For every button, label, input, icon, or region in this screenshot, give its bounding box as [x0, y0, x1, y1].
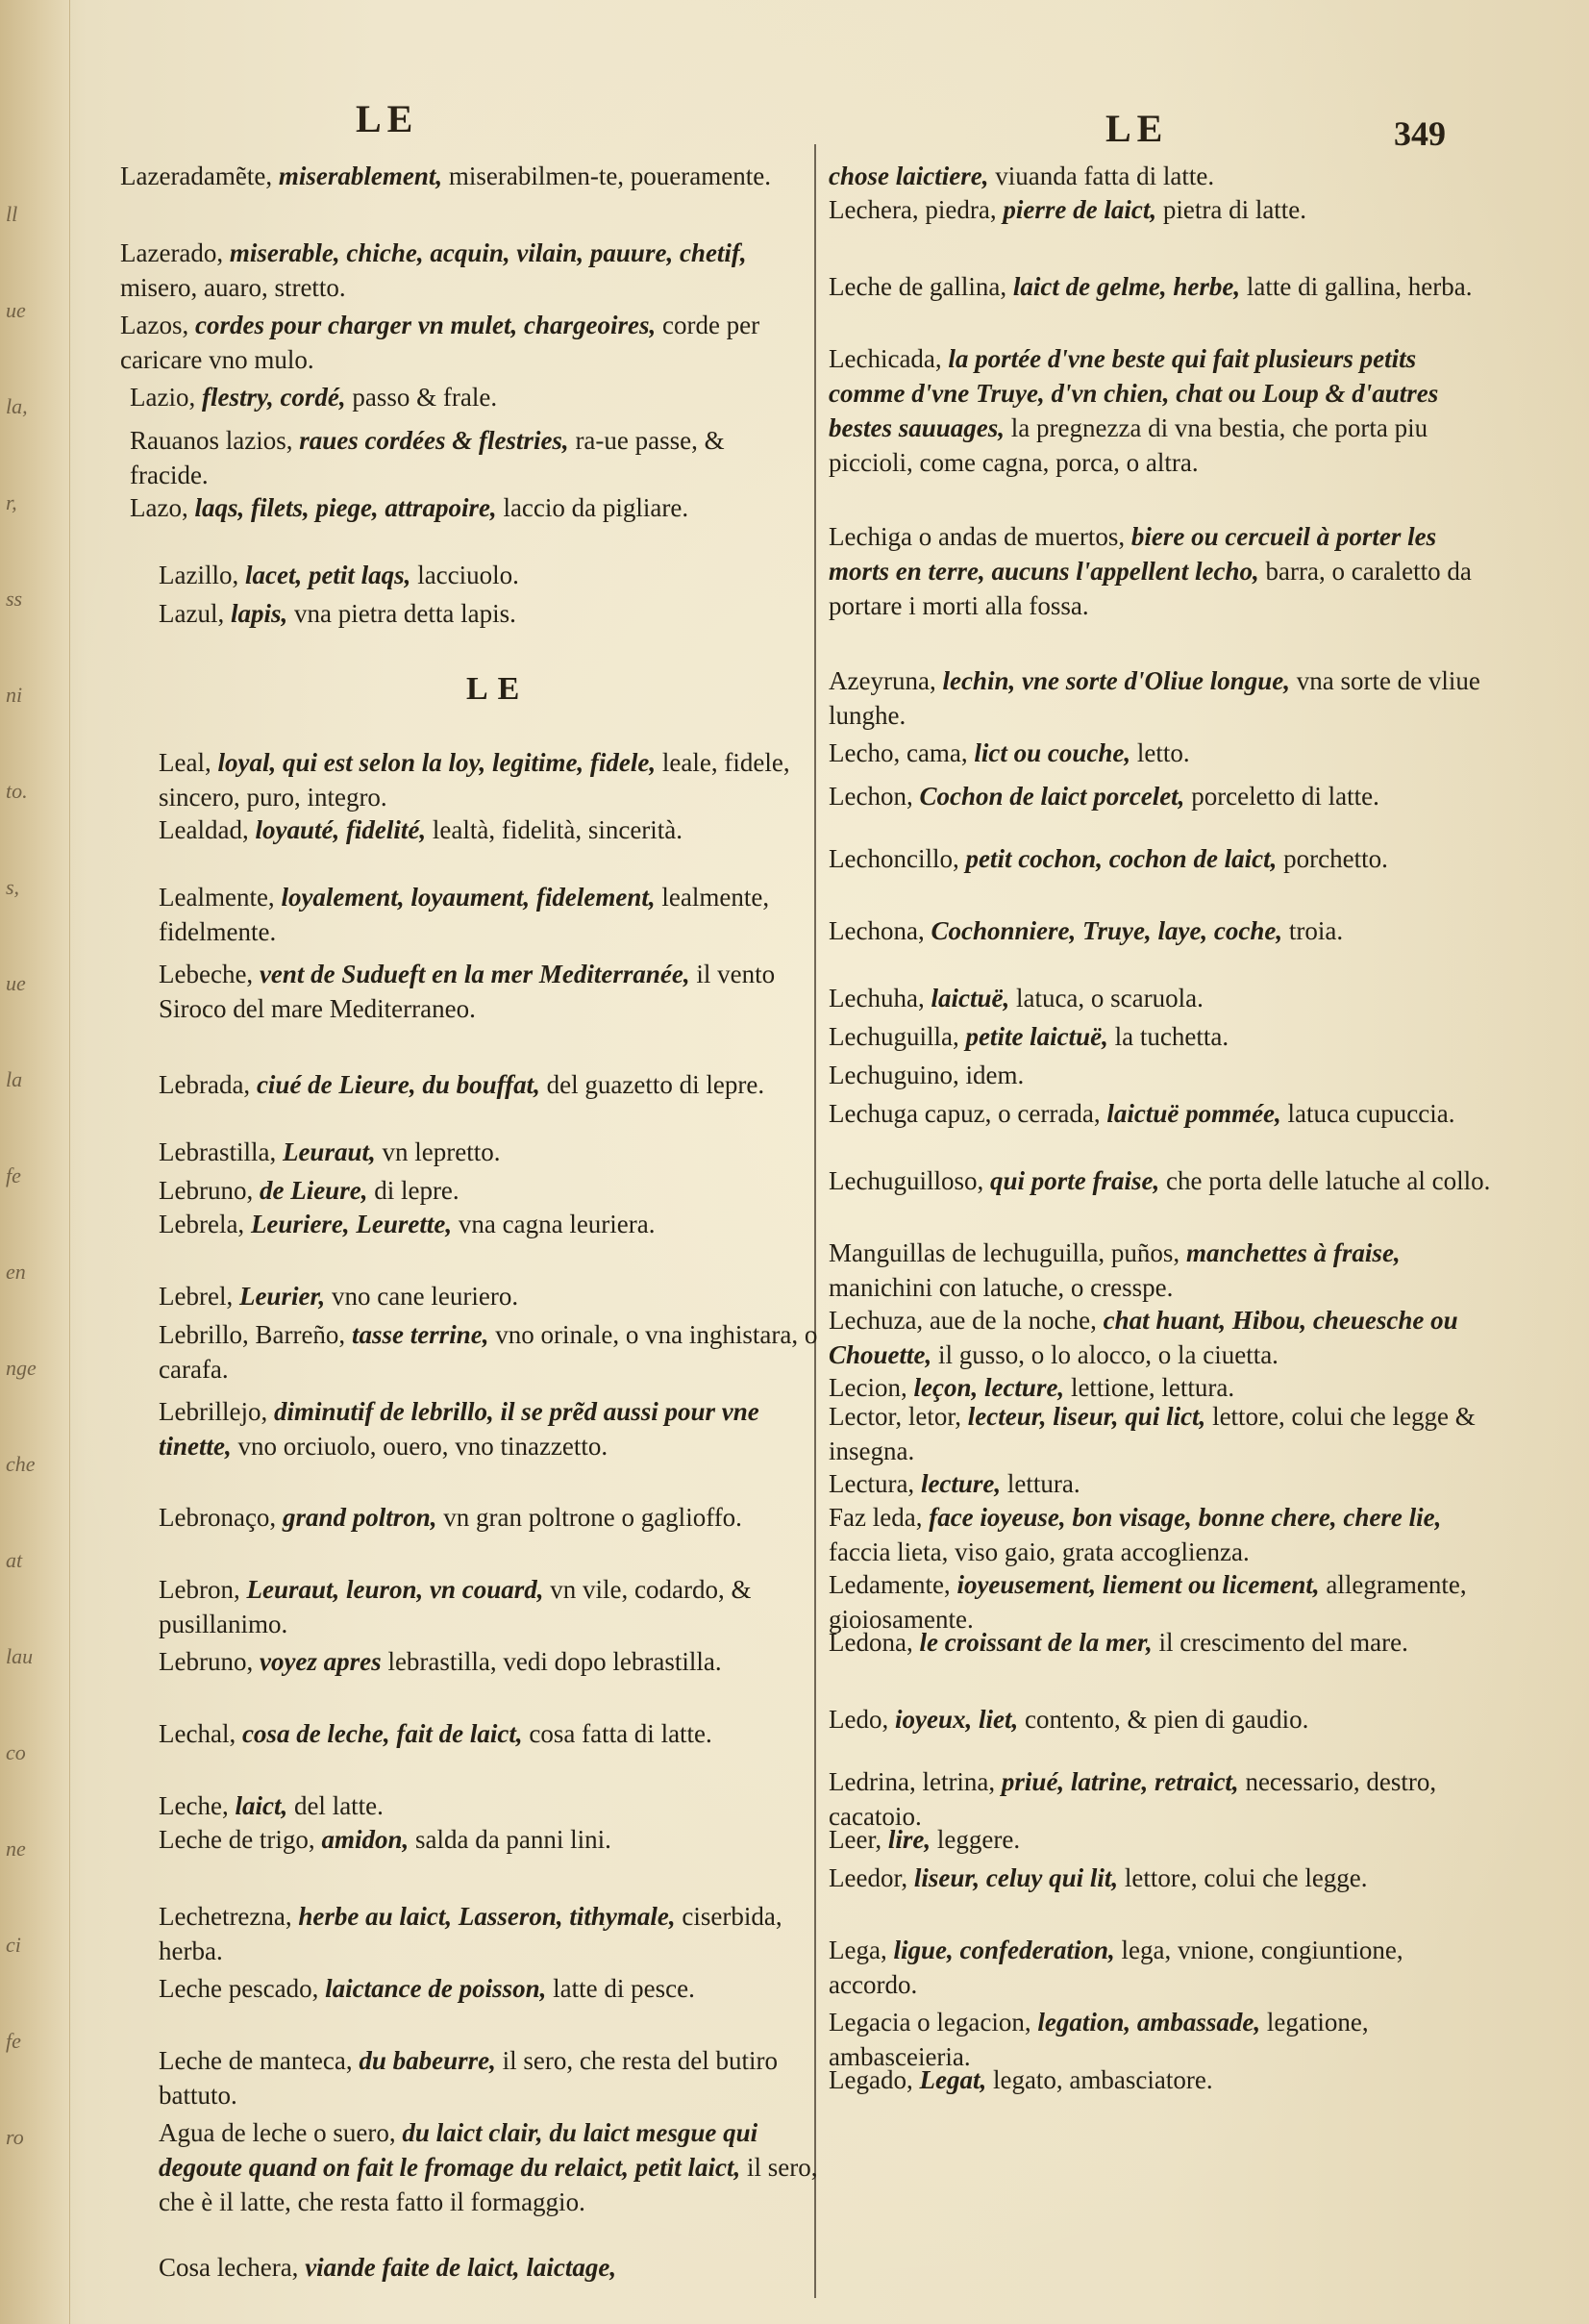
margin-fragment: lau — [6, 1644, 34, 1668]
dictionary-entry — [159, 1394, 822, 1463]
headword: Lechiga o andas de muertos, — [829, 522, 1131, 551]
headword: Lazo, — [130, 493, 195, 522]
margin-fragment: fe — [6, 2029, 21, 2053]
margin-fragment: nge — [6, 1356, 37, 1380]
italian-gloss: latte di gallina, herba. — [1246, 272, 1473, 301]
margin-fragment: la, — [6, 394, 28, 418]
french-gloss: flestry, cordé, — [201, 383, 353, 412]
italian-gloss: pietra di latte. — [1162, 195, 1307, 224]
french-gloss: ciué de Lieure, du bouffat, — [256, 1070, 547, 1099]
french-gloss: ioyeusement, liement ou licement, — [956, 1570, 1327, 1599]
headword: Lechuguilla, — [829, 1022, 966, 1051]
headword: Lechera, piedra, — [829, 195, 1004, 224]
french-gloss: herbe au laict, Lasseron, tithymale, — [298, 1902, 683, 1931]
margin-fragment: fe — [6, 1163, 21, 1187]
headword: Lazul, — [159, 599, 231, 628]
headword: Lazio, — [130, 383, 202, 412]
french-gloss: Cochonniere, Truye, laye, coche, — [931, 916, 1289, 945]
french-gloss: ioyeux, liet, — [894, 1705, 1025, 1734]
italian-gloss: lealtà, fidelità, sincerità. — [432, 815, 683, 844]
french-gloss: pierre de laict, — [1003, 195, 1163, 224]
italian-gloss: necessario, destro, cacatoio. — [829, 1767, 1437, 1831]
dictionary-entry — [159, 1207, 822, 1241]
french-gloss: cordes pour charger vn mulet, chargeoires, — [194, 311, 662, 339]
margin-fragment: at — [6, 1548, 23, 1572]
french-gloss: Cochon de laict porcelet, — [919, 782, 1192, 811]
italian-gloss: contento, & pien di gaudio. — [1024, 1705, 1309, 1734]
italian-gloss: il sero, che resta del butiro battuto. — [159, 2046, 779, 2110]
italian-gloss: idem. — [965, 1061, 1025, 1089]
dictionary-entry — [829, 159, 1492, 193]
headword: Legado, — [829, 2065, 920, 2094]
dictionary-entry — [159, 1644, 822, 1679]
dictionary-entry — [159, 558, 822, 592]
italian-gloss: ciserbida, herba. — [159, 1902, 782, 1965]
headword: Leche, — [159, 1791, 236, 1820]
dictionary-entry — [159, 1971, 822, 2006]
headword: Lazillo, — [159, 561, 245, 589]
italian-gloss: di lepre. — [374, 1176, 459, 1205]
headword: Legacia o legacion, — [829, 2008, 1038, 2037]
dictionary-entry — [829, 1399, 1492, 1468]
italian-gloss: lettura. — [1006, 1469, 1080, 1498]
french-gloss: laictuë, — [931, 984, 1016, 1012]
headword: Leal, — [159, 748, 218, 777]
headword: Lectura, — [829, 1469, 921, 1498]
italian-gloss: leggere. — [936, 1825, 1021, 1854]
dictionary-entry — [829, 1466, 1492, 1501]
italian-gloss: vno orinale, o vna inghistara, o carafa. — [159, 1320, 818, 1384]
french-gloss: lacet, petit laqs, — [244, 561, 418, 589]
dictionary-entry — [829, 2062, 1492, 2097]
italian-gloss: lettore, colui che legge. — [1124, 1863, 1368, 1892]
right-running-header: LE — [1105, 107, 1169, 150]
headword: Lechoncillo, — [829, 844, 966, 873]
headword: Ledrina, letrina, — [829, 1767, 1002, 1796]
french-gloss: miserablement, — [278, 162, 449, 190]
french-gloss: tasse terrine, — [351, 1320, 496, 1349]
dictionary-entry — [159, 812, 822, 847]
dictionary-entry — [120, 308, 783, 377]
previous-page-bleed — [0, 0, 70, 2324]
headword: Ledona, — [829, 1628, 920, 1657]
margin-fragment: co — [6, 1740, 26, 1764]
headword: Lebrastilla, — [159, 1137, 283, 1166]
italian-gloss: il gusso, o lo alocco, o la ciuetta. — [938, 1340, 1279, 1369]
headword: Ledo, — [829, 1705, 895, 1734]
dictionary-entry — [120, 159, 783, 193]
dictionary-entry — [159, 880, 822, 949]
dictionary-entry — [159, 1572, 822, 1641]
italian-gloss: legato, ambasciatore. — [992, 2065, 1213, 2094]
headword: Lebronaço, — [159, 1503, 283, 1532]
headword: Lechona, — [829, 916, 931, 945]
french-gloss: loyal, qui est selon la loy, legitime, fidele, — [217, 748, 662, 777]
margin-fragment: ll — [6, 202, 18, 226]
french-gloss: ligue, confederation, — [893, 1936, 1122, 1964]
french-gloss: legation, ambassade, — [1037, 2008, 1267, 2037]
italian-gloss: corde per caricare vno mulo. — [120, 311, 760, 374]
headword: Leer, — [829, 1825, 888, 1854]
italian-gloss: laccio da pigliare. — [503, 493, 689, 522]
headword: Cosa lechera, — [159, 2253, 306, 2282]
headword: Lechuga capuz, o cerrada, — [829, 1099, 1107, 1128]
french-gloss: miserable, chiche, acquin, vilain, pauure, chetif, — [229, 238, 747, 267]
french-gloss: raues cordées & flestries, — [299, 426, 576, 455]
headword: Faz leda, — [829, 1503, 930, 1532]
headword: Lechuguilloso, — [829, 1166, 990, 1195]
french-gloss: lecture, — [920, 1469, 1007, 1498]
italian-gloss: vna cagna leuriera. — [458, 1210, 656, 1238]
italian-gloss: latuca, o scaruola. — [1015, 984, 1204, 1012]
dictionary-entry — [159, 1716, 822, 1751]
french-gloss: laictuë pommée, — [1106, 1099, 1288, 1128]
headword: Lebeche, — [159, 960, 260, 988]
dictionary-entry — [829, 1500, 1492, 1569]
french-gloss: lecteur, liseur, qui lict, — [967, 1402, 1213, 1431]
dictionary-entry — [829, 1933, 1492, 2002]
french-gloss: loyauté, fidelité, — [255, 815, 433, 844]
french-gloss: laict, — [235, 1791, 294, 1820]
headword: Leedor, — [829, 1863, 914, 1892]
french-gloss: le croissant de la mer, — [919, 1628, 1159, 1657]
margin-fragment: to. — [6, 779, 28, 803]
dictionary-entry — [829, 663, 1492, 733]
headword: Lector, letor, — [829, 1402, 968, 1431]
french-gloss: chose laictiere, — [829, 162, 996, 190]
headword: Lechicada, — [829, 344, 949, 373]
dictionary-entry — [829, 913, 1492, 948]
italian-gloss: vna sorte de vliue lunghe. — [829, 666, 1480, 730]
french-gloss: biere ou cercueil à porter les morts en terre, aucuns l'appellent lecho, — [829, 522, 1437, 586]
italian-gloss: lettione, lettura. — [1070, 1373, 1235, 1402]
headword: Leche pescado, — [159, 1974, 326, 2003]
dictionary-entry — [130, 423, 793, 492]
french-gloss: Leuriere, Leurette, — [250, 1210, 459, 1238]
italian-gloss: leale, fidele, sincero, puro, integro. — [159, 748, 790, 812]
french-gloss: lechin, vne sorte d'Oliue longue, — [942, 666, 1297, 695]
dictionary-entry — [829, 1163, 1492, 1198]
headword: Lecion, — [829, 1373, 914, 1402]
french-gloss: manchettes à fraise, — [1185, 1238, 1401, 1267]
italian-gloss: vno orciuolo, ouero, vno tinazzetto. — [237, 1432, 608, 1461]
headword: Leche de manteca, — [159, 2046, 360, 2075]
headword: Lebrillo, Barreño, — [159, 1320, 352, 1349]
headword: Leche de trigo, — [159, 1825, 322, 1854]
french-gloss: liseur, celuy qui lit, — [913, 1863, 1125, 1892]
italian-gloss: latuca cupuccia. — [1287, 1099, 1455, 1128]
dictionary-entry — [829, 1019, 1492, 1054]
headword: Lazeradamẽte, — [120, 162, 279, 190]
french-gloss: qui porte fraise, — [989, 1166, 1166, 1195]
dictionary-entry — [159, 1822, 822, 1857]
headword: Lazerado, — [120, 238, 230, 267]
italian-gloss: la pregnezza di vna bestia, che porta piu piccioli, come cagna, porca, o altra. — [829, 413, 1428, 477]
french-gloss: du babeurre, — [359, 2046, 503, 2075]
margin-fragment: ss — [6, 587, 23, 611]
headword: Lebrela, — [159, 1210, 251, 1238]
dictionary-entry — [829, 1303, 1492, 1372]
headword: Lebruno, — [159, 1647, 260, 1676]
headword: Lechon, — [829, 782, 920, 811]
headword: Lechuguino, — [829, 1061, 966, 1089]
french-gloss: face ioyeuse, bon visage, bonne chere, chere lie, — [929, 1503, 1442, 1532]
dictionary-entry — [829, 841, 1492, 876]
dictionary-entry — [159, 2043, 822, 2112]
headword: Manguillas de lechuguilla, puños, — [829, 1238, 1186, 1267]
headword: Agua de leche o suero, — [159, 2118, 403, 2147]
headword: Lechuha, — [829, 984, 931, 1012]
headword: Lega, — [829, 1936, 894, 1964]
italian-gloss: la tuchetta. — [1114, 1022, 1229, 1051]
italian-gloss: vn gran poltrone o gaglioffo. — [443, 1503, 742, 1532]
margin-fragment: che — [6, 1452, 36, 1476]
french-gloss: priué, latrine, retraict, — [1001, 1767, 1246, 1796]
french-gloss: laict de gelme, herbe, — [1012, 272, 1247, 301]
dictionary-entry — [829, 1702, 1492, 1737]
dictionary-entry — [159, 2115, 822, 2219]
headword: Lebruno, — [159, 1176, 260, 1205]
italian-gloss: viuanda fatta di latte. — [995, 162, 1215, 190]
italian-gloss: del guazetto di lepre. — [546, 1070, 765, 1099]
dictionary-entry — [159, 1899, 822, 1968]
headword: Lebrada, — [159, 1070, 257, 1099]
dictionary-entry — [159, 1135, 822, 1169]
italian-gloss: lega, vnione, congiuntione, accordo. — [829, 1936, 1403, 1999]
dictionary-entry — [159, 1500, 822, 1535]
section-heading: LE — [466, 671, 530, 707]
dictionary-entry — [829, 1058, 1492, 1092]
italian-gloss: porceletto di latte. — [1191, 782, 1379, 811]
dictionary-entry — [829, 736, 1492, 770]
french-gloss: Leuraut, — [282, 1137, 383, 1166]
french-gloss: chat huant, Hibou, cheuesche ou Chouette, — [829, 1306, 1458, 1369]
dictionary-entry — [130, 380, 793, 414]
headword: Lebron, — [159, 1575, 247, 1604]
french-gloss: amidon, — [321, 1825, 415, 1854]
left-running-header: LE — [356, 97, 419, 140]
margin-fragment: la — [6, 1067, 23, 1091]
dictionary-entry — [159, 1173, 822, 1208]
dictionary-entry — [829, 1861, 1492, 1895]
italian-gloss: lebrastilla, vedi dopo lebrastilla. — [387, 1647, 722, 1676]
italian-gloss: ra-ue passe, & fracide. — [130, 426, 725, 489]
margin-fragment: en — [6, 1260, 26, 1284]
italian-gloss: il vento Siroco del mare Mediterraneo. — [159, 960, 776, 1023]
french-gloss: voyez apres — [259, 1647, 388, 1676]
italian-gloss: vn vile, codardo, & pusillanimo. — [159, 1575, 752, 1638]
dictionary-entry — [829, 269, 1492, 304]
italian-gloss: miserabilmen-te, poueramente. — [448, 162, 771, 190]
dictionary-entry — [159, 1067, 822, 1102]
page-number: 349 — [1394, 114, 1446, 153]
italian-gloss: che porta delle latuche al collo. — [1166, 1166, 1491, 1195]
italian-gloss: letto. — [1136, 738, 1190, 767]
dictionary-entry — [829, 519, 1492, 623]
headword: Lebrel, — [159, 1282, 239, 1311]
italian-gloss: il crescimento del mare. — [1158, 1628, 1408, 1657]
margin-fragment: ro — [6, 2125, 24, 2149]
dictionary-entry — [829, 192, 1492, 227]
italian-gloss: del latte. — [293, 1791, 384, 1820]
dictionary-entry — [120, 236, 783, 305]
dictionary-entry — [159, 1788, 822, 1823]
italian-gloss: troia. — [1288, 916, 1344, 945]
dictionary-entry — [829, 1822, 1492, 1857]
french-gloss: Leuraut, leuron, vn couard, — [246, 1575, 551, 1604]
headword: Ledamente, — [829, 1570, 957, 1599]
italian-gloss: lacciuolo. — [417, 561, 519, 589]
french-gloss: lict ou couche, — [974, 738, 1137, 767]
italian-gloss: cosa fatta di latte. — [529, 1719, 712, 1748]
french-gloss: petite laictuë, — [965, 1022, 1115, 1051]
french-gloss: petit cochon, cochon de laict, — [965, 844, 1284, 873]
dictionary-entry — [159, 596, 822, 631]
italian-gloss: vn lepretto. — [382, 1137, 501, 1166]
french-gloss: du laict clair, du laict mesgue qui degoute quand on fait le fromage du relaict, petit laict, — [159, 2118, 758, 2182]
french-gloss: Legat, — [919, 2065, 993, 2094]
french-gloss: diminutif de lebrillo, il se prẽd aussi pour vne tinette, — [159, 1397, 759, 1461]
margin-fragment: ne — [6, 1837, 26, 1861]
french-gloss: loyalement, loyaument, fidelement, — [281, 883, 662, 912]
italian-gloss: legatione, ambasceieria. — [829, 2008, 1369, 2071]
dictionary-entry — [829, 1236, 1492, 1305]
french-gloss: vent de Sudueft en la mer Mediterranée, — [259, 960, 697, 988]
margin-fragment: r, — [6, 490, 17, 514]
dictionary-entry — [159, 2250, 822, 2285]
italian-gloss: latte di pesce. — [553, 1974, 695, 2003]
dictionary-entry — [159, 957, 822, 1026]
headword: Lechal, — [159, 1719, 242, 1748]
italian-gloss: misero, auaro, stretto. — [120, 273, 346, 302]
italian-gloss: salda da panni lini. — [414, 1825, 611, 1854]
headword: Lazos, — [120, 311, 195, 339]
italian-gloss: lealmente, fidelmente. — [159, 883, 770, 946]
dictionary-entry — [130, 490, 793, 525]
french-gloss: lapis, — [230, 599, 294, 628]
headword: Rauanos lazios, — [130, 426, 300, 455]
italian-gloss: vno cane leuriero. — [331, 1282, 519, 1311]
dictionary-entry — [159, 1279, 822, 1313]
dictionary-entry — [829, 1096, 1492, 1131]
headword: Lealdad, — [159, 815, 256, 844]
french-gloss: lire, — [887, 1825, 937, 1854]
italian-gloss: vna pietra detta lapis. — [293, 599, 516, 628]
margin-fragment: ue — [6, 298, 26, 322]
dictionary-entry — [159, 745, 822, 814]
italian-gloss: il sero, che è il latte, che resta fatto il formaggio. — [159, 2153, 818, 2216]
french-gloss: grand poltron, — [282, 1503, 444, 1532]
margin-fragment: ci — [6, 1933, 21, 1957]
italian-gloss: allegramente, gioiosamente. — [829, 1570, 1467, 1634]
french-gloss: laqs, filets, piege, attrapoire, — [194, 493, 504, 522]
dictionary-entry — [829, 341, 1492, 480]
italian-gloss: porchetto. — [1283, 844, 1388, 873]
dictionary-entry — [159, 1317, 822, 1387]
french-gloss: leçon, lecture, — [913, 1373, 1071, 1402]
french-gloss: de Lieure, — [259, 1176, 375, 1205]
french-gloss: viande faite de laict, laictage, — [305, 2253, 617, 2282]
dictionary-entry — [829, 981, 1492, 1015]
french-gloss: cosa de leche, fait de laict, — [241, 1719, 530, 1748]
headword: Lechetrezna, — [159, 1902, 299, 1931]
french-gloss: Leurier, — [238, 1282, 332, 1311]
headword: Azeyruna, — [829, 666, 943, 695]
margin-fragment: ue — [6, 971, 26, 995]
italian-gloss: barra, o caraletto da portare i morti alla fossa. — [829, 557, 1472, 620]
italian-gloss: passo & frale. — [352, 383, 498, 412]
margin-fragment: s, — [6, 875, 20, 899]
headword: Lebrillejo, — [159, 1397, 274, 1426]
headword: Lecho, cama, — [829, 738, 975, 767]
headword: Lealmente, — [159, 883, 282, 912]
dictionary-entry — [829, 1625, 1492, 1660]
dictionary-entry — [829, 779, 1492, 813]
french-gloss: laictance de poisson, — [325, 1974, 554, 2003]
italian-gloss: lettore, colui che legge & insegna. — [829, 1402, 1476, 1465]
italian-gloss: manichini con latuche, o cresspe. — [829, 1273, 1174, 1302]
french-gloss: la portée d'vne beste qui fait plusieurs petits comme d'vne Truye, d'vn chien, chat ou Loup & d'autres bestes sauuages, — [829, 344, 1439, 442]
margin-fragment: ni — [6, 683, 23, 707]
headword: Leche de gallina, — [829, 272, 1013, 301]
italian-gloss: faccia lieta, viso gaio, grata accoglienza. — [829, 1537, 1250, 1566]
headword: Lechuza, aue de la noche, — [829, 1306, 1104, 1335]
